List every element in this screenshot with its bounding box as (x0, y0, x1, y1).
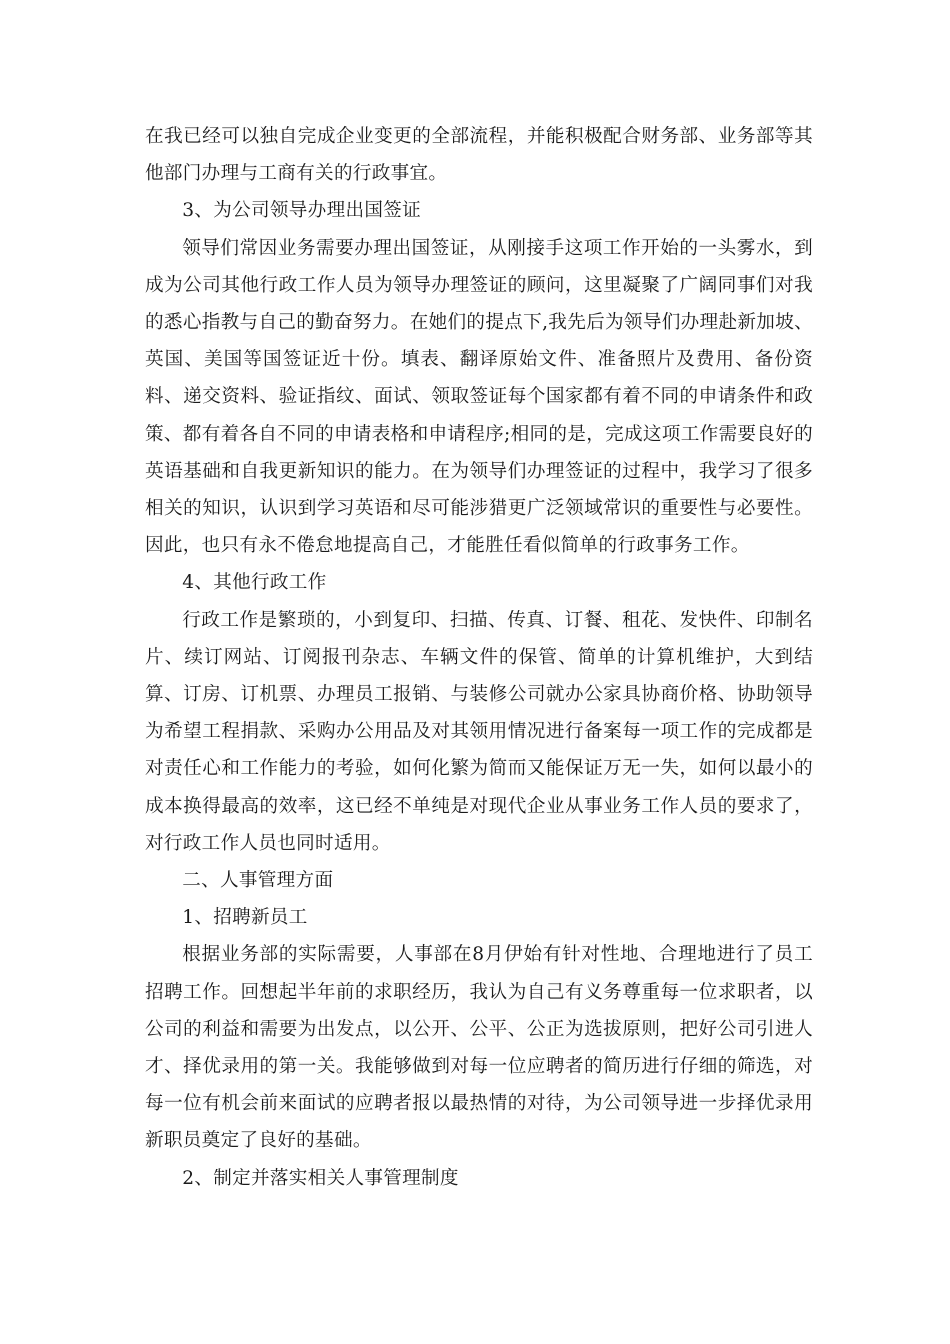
heading-hr-management: 二、人事管理方面 (182, 870, 334, 892)
heading-other-admin: 4、其他行政工作 (182, 572, 327, 594)
heading-recruitment: 1、招聘新员工 (182, 907, 308, 929)
paragraph-other-admin: 行政工作是繁琐的，小到复印、扫描、传真、订餐、租花、发快件、印制名片、续订网站、订阅报刊杂志、车辆文件的保管、简单的计算机维护，大到结算、订房、订机票、办理员工报销、与装修公司就办公家具协商价格、协助领导为希望工程捐款、采购办公用品及对其领用情况进行备案每一项工作的完成都是对责任心和工作能力的考验，如何化繁为简而又能保证万无一失，如何以最小的成本换得最高的效率，这已经不单纯是对现代企业从事业务工作人员的要求了，对行政工作人员也同时适用。 (145, 609, 813, 854)
paragraph-continuation: 在我已经可以独自完成企业变更的全部流程，并能积极配合财务部、业务部等其他部门办理与工商有关的行政事宜。 (145, 126, 813, 185)
heading-visa: 3、为公司领导办理出国签证 (182, 200, 422, 222)
paragraph-visa: 领导们常因业务需要办理出国签证，从刚接手这项工作开始的一头雾水，到成为公司其他行政工作人员为领导办理签证的顾问，这里凝聚了广阔同事们对我的悉心指教与自己的勤奋努力。在她们的提点下,我先后为领导们办理赴新加坡、英国、美国等国签证近十份。填表、翻译原始文件、准备照片及费用、备份资料、递交资料、验证指纹、面试、领取签证每个国家都有着不同的申请条件和政策、都有着各自不同的申请表格和申请程序;相同的是，完成这项工作需要良好的英语基础和自我更新知识的能力。在为领导们办理签证的过程中，我学习了很多相关的知识，认识到学习英语和尽可能涉猎更广泛领域常识的重要性与必要性。因此，也只有永不倦怠地提高自己，才能胜任看似简单的行政事务工作。 (145, 237, 813, 557)
paragraph-recruitment: 根据业务部的实际需要，人事部在8月伊始有针对性地、合理地进行了员工招聘工作。回想起半年前的求职经历，我认为自己有义务尊重每一位求职者，以公司的利益和需要为出发点，以公开、公平、公正为选拔原则，把好公司引进人才、择优录用的第一关。我能够做到对每一位应聘者的简历进行仔细的筛选，对每一位有机会前来面试的应聘者报以最热情的对待，为公司领导进一步择优录用新职员奠定了良好的基础。 (145, 944, 813, 1152)
heading-hr-policy: 2、制定并落实相关人事管理制度 (182, 1167, 459, 1189)
document-body (145, 118, 813, 1197)
